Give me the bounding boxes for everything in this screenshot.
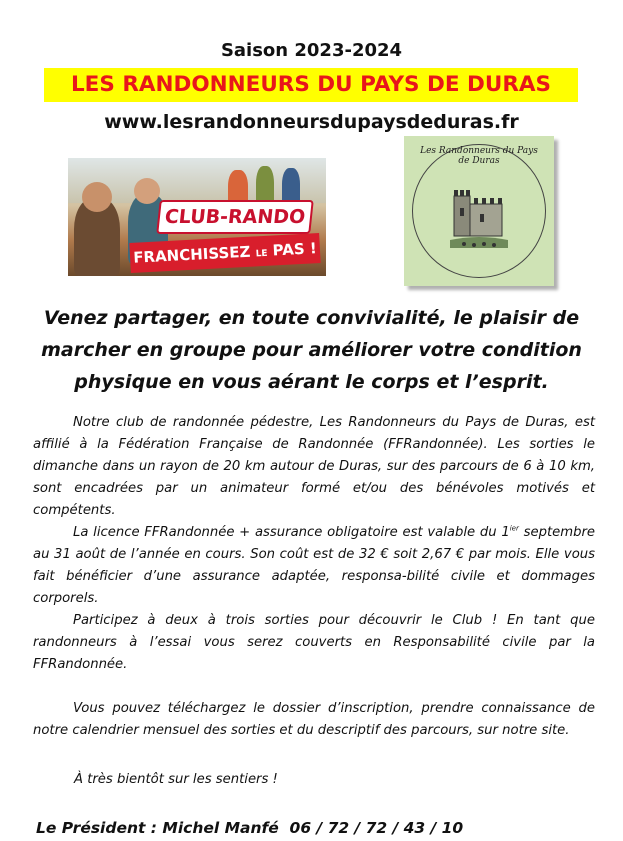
hiker-head <box>82 182 112 212</box>
season-title: Saison 2023-2024 <box>220 40 403 61</box>
closing-line: À très bientôt sur les sentiers ! <box>74 772 278 787</box>
superscript: ier <box>509 524 519 533</box>
paragraph-text <box>33 522 595 610</box>
slogan-part1: FRANCHISSEZ <box>132 242 251 267</box>
website-link[interactable]: www.lesrandonneursdupaysdeduras.fr <box>104 111 519 133</box>
club-logo <box>404 136 554 286</box>
logo-arc-text: Les Randonneurs du Pays de Duras <box>420 146 538 166</box>
club-name: LES RANDONNEURS DU PAYS DE DURAS <box>70 72 552 97</box>
slogan-part2: PAS ! <box>272 239 318 260</box>
paragraph-licence <box>33 522 595 610</box>
club-name-banner <box>44 68 578 102</box>
hiker-head <box>134 178 160 204</box>
paragraph-text: Participez à deux à trois sorties pour découvrir le Club ! En tant que randonneurs à l’essai vous serez couverts en Responsabilité civile par la FFRandonnée. <box>33 613 595 672</box>
licence-text-start: La licence FFRandonnée + assurance obligatoire est valable du 1 <box>73 525 510 540</box>
club-rando-badge: CLUB-RANDO <box>156 200 314 234</box>
president-signature: Le Président : Michel Manfé 06 / 72 / 72 / 43 / 10 <box>36 819 464 837</box>
paragraph-trial <box>33 610 595 676</box>
paragraph-text: Vous pouvez téléchargez le dossier d’inscription, prendre connaissance de notre calendrier mensuel des sorties et du descriptif des parcours, sur notre site. <box>33 701 595 738</box>
paragraph-text: Notre club de randonnée pédestre, Les Randonneurs du Pays de Duras, est affilié à la Fédération Française de Randonnée (FFRandonnée). Les sorties le dimanche dans un rayon de 20 km autour de Duras, sur des parcours de 6 à 10 km, sont encadrées par un animateur formé et/ou des bénévoles motivés et compétents. <box>33 415 595 518</box>
paragraph-download <box>33 698 595 742</box>
slogan-small: LE <box>255 248 268 260</box>
intro-statement: Venez partager, en toute convivialité, le plaisir de marcher en groupe pour améliorer votre condition physique en vous aérant le corps et l’esprit. <box>41 307 582 393</box>
licence-text-end: septembre au 31 août de l’année en cours. Son coût est de 32 € soit 2,67 € par mois. Elle vous fait bénéficier d’une assurance adaptée, responsa-bilité civile et dommages corporels. <box>33 525 595 606</box>
castle-icon <box>450 178 508 248</box>
paragraph-club <box>33 412 595 522</box>
club-rando-photo <box>68 158 326 276</box>
